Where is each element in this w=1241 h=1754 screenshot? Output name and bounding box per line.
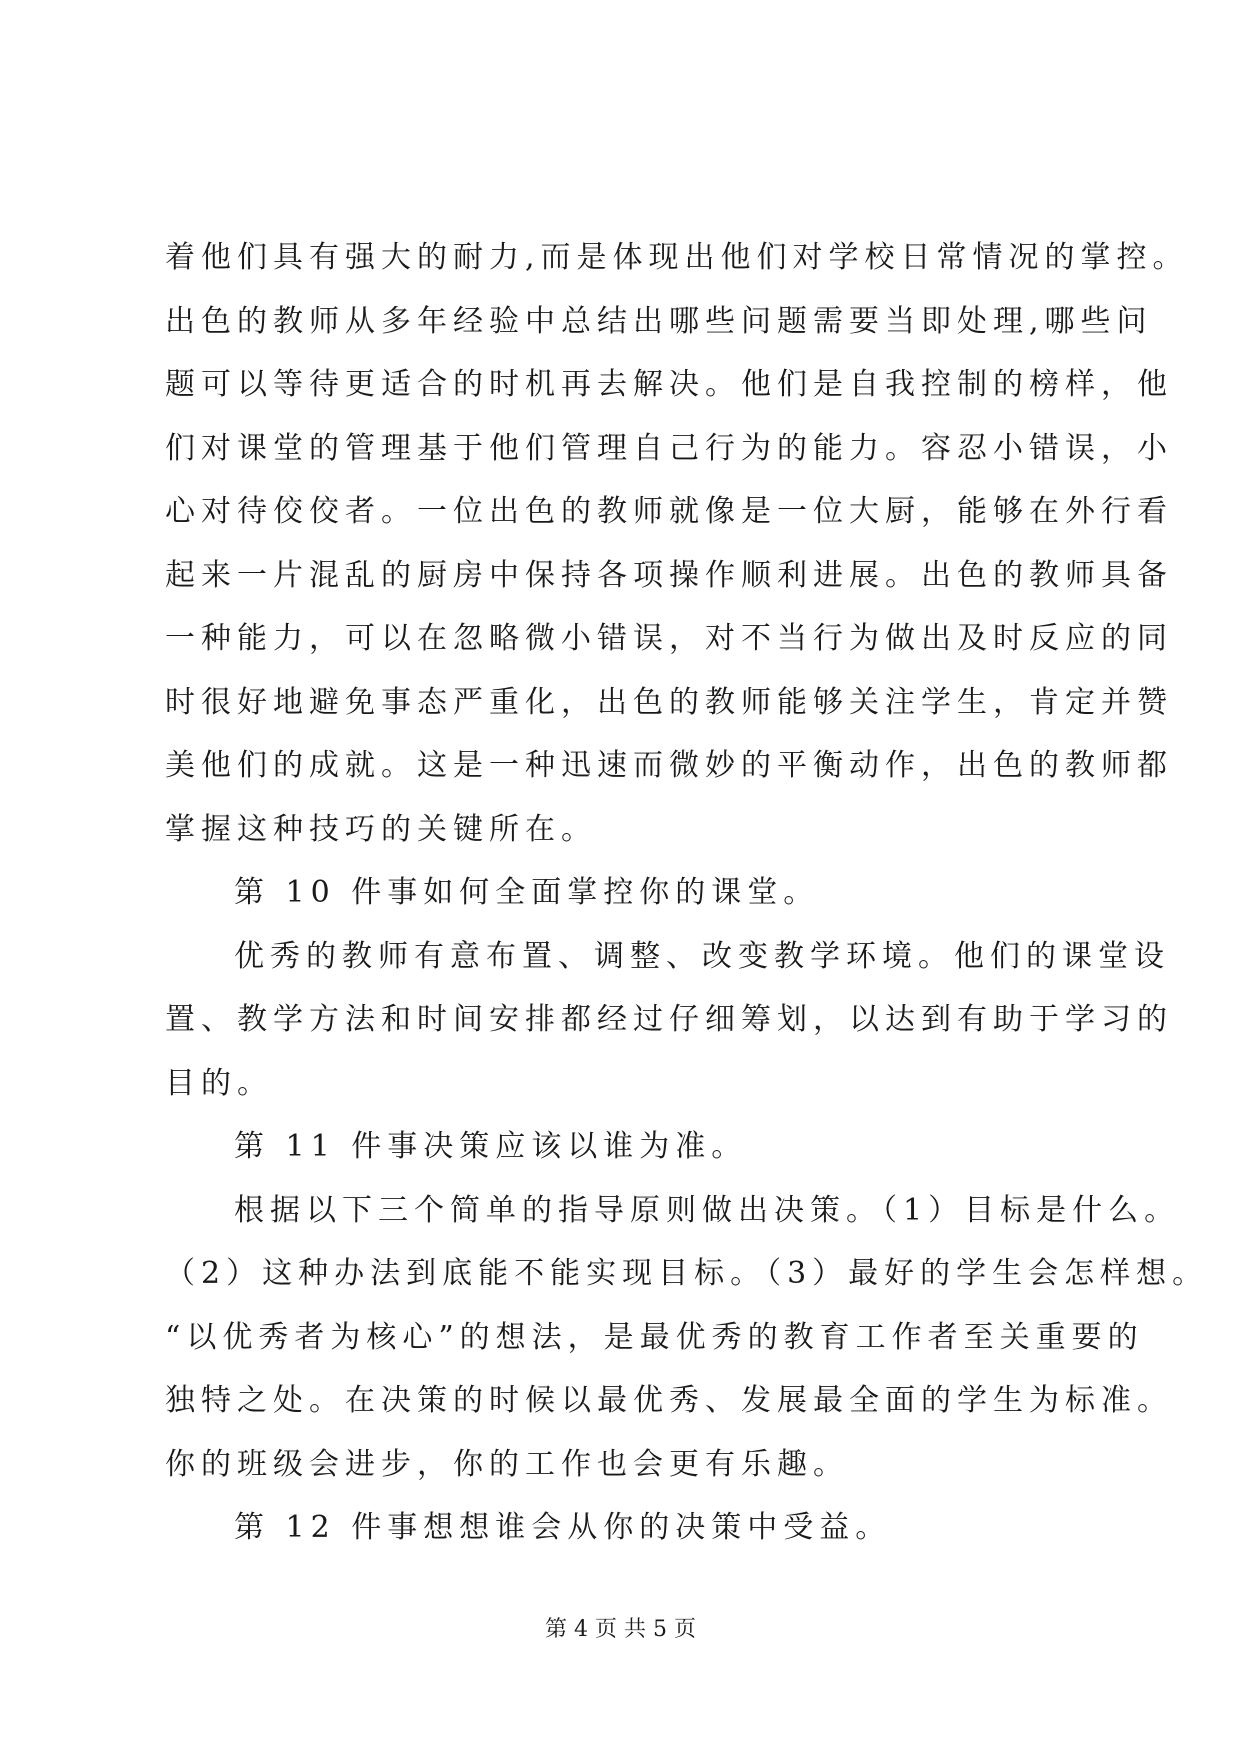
text-line: 目的。	[165, 1065, 273, 1101]
text-line: 你的班级会进步，你的工作也会更有乐趣。	[165, 1446, 849, 1482]
document-body	[165, 226, 1209, 1560]
text-line: 时很好地避免事态严重化，出色的教师能够关注学生，肯定并赞	[165, 684, 1173, 720]
text-line: 出色的教师从多年经验中总结出哪些问题需要当即处理,哪些问	[165, 303, 1153, 339]
section-heading-11: 第 11 件事决策应该以谁为准。	[234, 1129, 748, 1164]
text-line: “以优秀者为核心”的想法，是最优秀的教育工作者至关重要的	[165, 1319, 1144, 1355]
text-line: 们对课堂的管理基于他们管理自己行为的能力。容忍小错误，小	[165, 430, 1173, 466]
text-line: 独特之处。在决策的时候以最优秀、发展最全面的学生为标准。	[165, 1383, 1173, 1418]
section-heading-12: 第 12 件事想想谁会从你的决策中受益。	[234, 1510, 892, 1545]
text-line: 一种能力，可以在忽略微小错误，对不当行为做出及时反应的同	[165, 621, 1173, 656]
text-line: 置、教学方法和时间安排都经过仔细筹划，以达到有助于学习的	[165, 1002, 1173, 1037]
text-line: 题可以等待更适合的时机再去解决。他们是自我控制的榜样，他	[165, 367, 1173, 402]
section-heading-10: 第 10 件事如何全面掌控你的课堂。	[234, 875, 820, 910]
text-line: 起来一片混乱的厨房中保持各项操作顺利进展。出色的教师具备	[165, 557, 1173, 593]
page-number-footer: 第 4 页 共 5 页	[545, 1617, 696, 1642]
text-line: 心对待佼佼者。一位出色的教师就像是一位大厨，能够在外行看	[165, 494, 1173, 529]
text-line: 美他们的成就。这是一种迅速而微妙的平衡动作，出色的教师都	[165, 748, 1173, 783]
text-line: 着他们具有强大的耐力,而是体现出他们对学校日常情况的掌控。	[165, 240, 1189, 275]
text-line: 优秀的教师有意布置、调整、改变教学环境。他们的课堂设	[234, 938, 1170, 974]
text-line: 根据以下三个简单的指导原则做出决策。（1）目标是什么。	[234, 1192, 1181, 1228]
text-line: （2）这种办法到底能不能实现目标。（3）最好的学生会怎样想。	[165, 1256, 1209, 1291]
text-line: 掌握这种技巧的关键所在。	[165, 811, 597, 847]
